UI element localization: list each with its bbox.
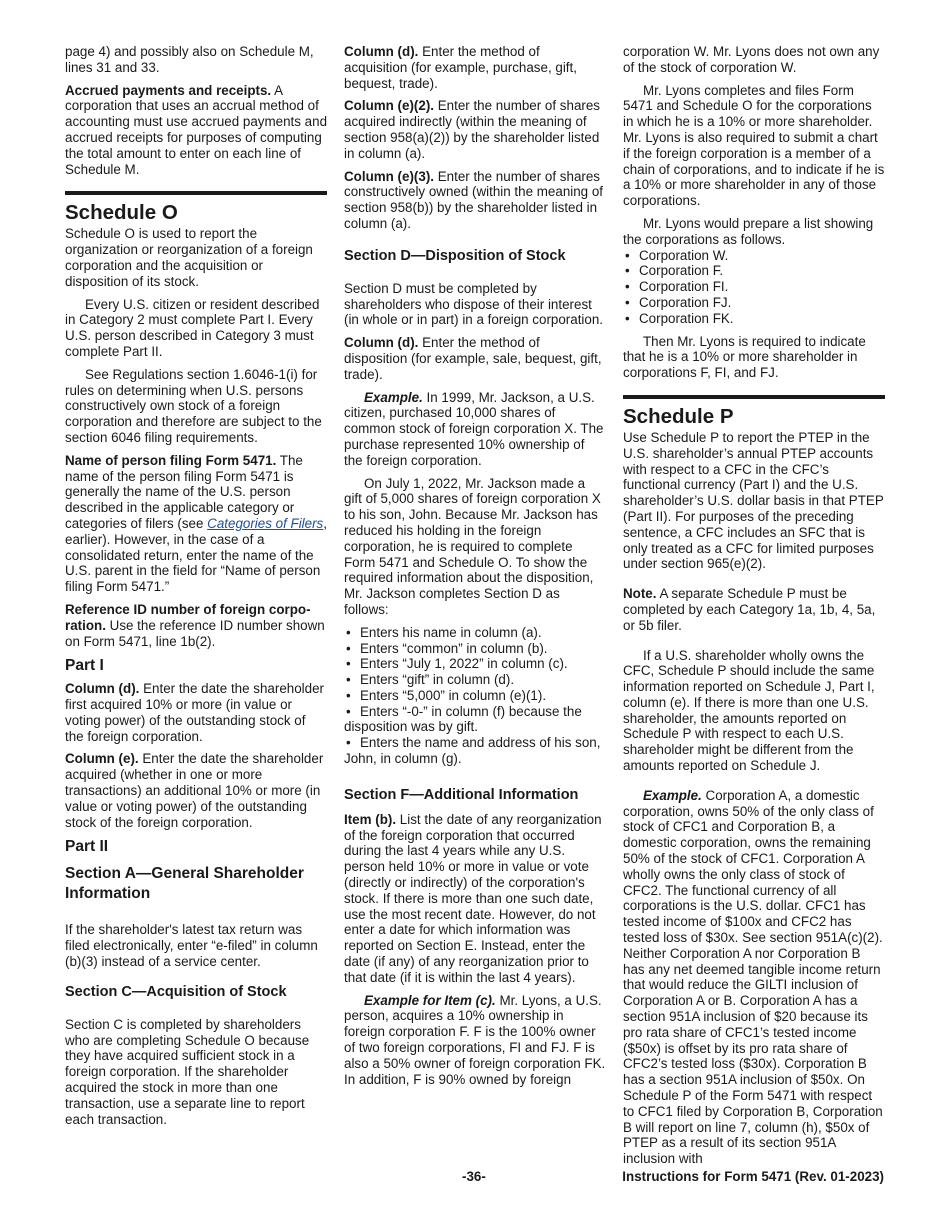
run-in-heading: Column (e)(3). (344, 168, 435, 184)
list-item: • Corporation W. (623, 248, 885, 264)
run-in-heading: Example. (643, 787, 702, 803)
paragraph: Item (b). List the date of any reorganization of the foreign corporation that occurred during the last 4 years while any U.S. person held 10% or more in value or vote (directly or indirectly) of the corporation's stock. If there is more than one such date, use the most recent date. However, do not enter a date for which information was reported on Section E. Instead, enter the date (if any) of any reorganization prior to that date (if it is within the last 4 years). (344, 811, 602, 985)
paragraph-accrued: Accrued payments and receipts. A corporation that uses an accrual method of accounting must use accrued payments and accrued receipts for purposes of computing the total amount to enter on each line of Schedule M. (65, 82, 328, 177)
paragraph: Mr. Lyons would prepare a list showing the corporations as follows. (623, 215, 874, 247)
section-rule (623, 395, 885, 399)
paragraph: Schedule O is used to report the organization or reorganization of a foreign corporation and the acquisition or disposition of its stock. (65, 226, 313, 289)
list-item: • Enters “5,000” in column (e)(1). (346, 687, 547, 703)
run-in-heading: Name of person filing Form 5471. (65, 452, 277, 468)
paragraph: Section C is completed by shareholders who are completing Schedule O because they have acquired sufficient stock in a foreign corporation. If the shareholder acquired the stock in more than one transaction, use a separate line to report each transaction. (65, 1016, 310, 1127)
run-in-heading: Note. (623, 586, 657, 602)
bullet-list (344, 625, 606, 767)
list-item: • Enters “common” in column (b). (346, 640, 548, 656)
page-number: -36- (462, 1169, 486, 1184)
paragraph: Column (d). Enter the method of acquisition (for example, purchase, gift, bequest, trade). (344, 44, 577, 91)
part-ii-heading: Part II (65, 838, 109, 856)
paragraph: If the shareholder's latest tax return was filed electronically, enter “e-filed” in column (b)(3) instead of a service center. (65, 922, 318, 970)
run-in-heading: Column (d). (344, 335, 419, 351)
section-c-heading: Section C—Acquisition of Stock (65, 983, 287, 1000)
list-item: • Corporation F. (623, 263, 885, 279)
list-item: • Corporation FK. (623, 311, 885, 327)
run-in-heading: Accrued payments and receipts. (65, 82, 272, 98)
note-paragraph: Note. A separate Schedule P must be completed by each Category 1a, 1b, 4, 5a, or 5b filer. (623, 586, 876, 633)
run-in-heading: Item (b). (344, 811, 397, 827)
schedule-o-heading: Schedule O (65, 201, 178, 225)
categories-of-filers-link[interactable]: Categories of Filers (207, 515, 324, 531)
paragraph-reference-id: Reference ID number of foreign corpo-ration. Use the reference ID number shown on Form 5471, line 1b(2). (65, 601, 325, 649)
paragraph: Mr. Lyons completes and files Form 5471 and Schedule O for the corporations in which he is a 10% or more shareholder. Mr. Lyons is also required to submit a chart if the foreign corporation is a member of a chain of corporations, and to indicate if he is a 10% or more shareholder in any of those corporations. (623, 82, 885, 209)
run-in-heading: Column (d). (344, 44, 419, 59)
section-a-heading: Section A—General Shareholder Information (65, 865, 304, 903)
paragraph: Every U.S. citizen or resident described in Category 2 must complete Part I. Every U.S. person described in Category 3 must complete Part II. (65, 296, 320, 359)
column-left (65, 44, 327, 1134)
bullet-list (623, 248, 885, 327)
run-in-heading: Column (d). (65, 681, 140, 697)
part-i-heading: Part I (65, 657, 104, 675)
section-f-heading: Section F—Additional Information (344, 786, 579, 803)
list-item: • Enters his name in column (a). (346, 624, 542, 640)
list-item: • Corporation FI. (623, 279, 885, 295)
schedule-p-heading: Schedule P (623, 404, 734, 428)
paragraph: Column (d). Enter the method of disposition (for example, sale, bequest, gift, trade). (344, 335, 602, 382)
paragraph: Column (d). Enter the date the shareholder first acquired 10% or more (in value or voting power) of the outstanding stock of the foreign corporation. (65, 681, 324, 744)
paragraph: See Regulations section 1.6046-1(i) for rules on determining when U.S. persons constructively own stock of a foreign corporation and therefore are subject to the section 6046 filing requirements. (65, 366, 322, 445)
section-d-heading: Section D—Disposition of Stock (344, 247, 566, 264)
run-in-heading: Example for Item (c). (364, 992, 496, 1008)
paragraph: Then Mr. Lyons is required to indicate that he is a 10% or more shareholder in corporations F, FI, and FJ. (623, 333, 866, 381)
section-rule (65, 191, 327, 195)
paragraph: corporation W. Mr. Lyons does not own any of the stock of corporation W. (623, 44, 880, 75)
list-item: • Enters the name and address of his son, John, in column (g). (344, 735, 601, 767)
paragraph: Column (e). Enter the date the shareholder acquired (whether in one or more transactions) an additional 10% or more (in value or voting power) of the outstanding stock of the foreign corporation. (65, 751, 324, 830)
list-item: • Corporation FJ. (623, 295, 885, 311)
paragraph: page 4) and possibly also on Schedule M, lines 31 and 33. (65, 44, 314, 75)
paragraph: On July 1, 2022, Mr. Jackson made a gift of 5,000 shares of foreign corporation X to his son, John. Because Mr. Jackson has reduced his holding in the foreign corporation, he is required to complete Form 5471 and Schedule O. To show the required information about the disposition, Mr. Jackson completes Section D as follows: (344, 475, 601, 617)
paragraph: Use Schedule P to report the PTEP in the U.S. shareholder’s annual PTEP accounts with respect to a CFC in the CFC’s functional currency (Part I) and the U.S. shareholder’s U.S. dollar basis in that PTEP (Part II). For purposes of the preceding sentence, a CFC includes an SFC that is only treated as a CFC for limited purposes under section 965(e)(2). (623, 429, 884, 572)
paragraph: Section D must be completed by shareholders who dispose of their interest (in whole or in part) in a foreign corporation. (344, 280, 604, 328)
list-item: • Enters “gift” in column (d). (346, 672, 515, 688)
document-title: Instructions for Form 5471 (Rev. 01-2023) (622, 1169, 884, 1184)
paragraph: If a U.S. shareholder wholly owns the CFC, Schedule P should include the same information reported on Schedule J, Part I, column (e). If there is more than one U.S. shareholder, the amounts reported on Schedule P with respect to each U.S. shareholder might be different from the amounts reported on Schedule J. (623, 647, 875, 774)
column-right (623, 44, 885, 1174)
example-paragraph: Example. Corporation A, a domestic corporation, owns 50% of the only class of stock of CFC1 and Corporation B, a domestic corporation, owns the remaining 50% of the stock of CFC1. Corporation A wholly owns the only class of stock of CFC2. The functional currency of all corporations is the U.S. dollar. CFC1 has tested income of $100x and CFC2 has tested loss of $30x. See section 951A(c)(2). Neither Corporation A nor Corporation B has any net deemed tangible income return that would reduce the GILTI inclusion of Corporation A or B. Corporation A has a section 951A inclusion of $20 because its pro rata share of CFC1’s tested income ($50x) is offset by its pro rata share of CFC2’s tested loss ($30x). Corporation B has a section 951A inclusion of $50x. On Schedule P of the Form 5471 with respect to CFC1 filed by Corporation B, Corporation B will report on line 7, column (h), $50x of PTEP as a result of its section 951A inclusion with (623, 787, 883, 1167)
paragraph-name-of-person: Name of person filing Form 5471. The name of the person filing Form 5471 is generally the name of the U.S. person described in the applicable category or categories of filers (see Categories of Filers, earlier). However, in the case of a consolidated return, enter the name of the U.S. parent in the field for “Name of person filing Form 5471.” (65, 452, 327, 595)
run-in-heading: Column (e)(2). (344, 98, 435, 114)
run-in-heading: Column (e). (65, 751, 139, 767)
list-item: • Enters “-0-” in column (f) because the disposition was by gift. (344, 703, 582, 735)
paragraph: Column (e)(3). Enter the number of shares constructively owned (within the meaning of section 958(b)) by the shareholder listed in column (a). (344, 168, 604, 231)
paragraph: Column (e)(2). Enter the number of shares acquired indirectly (within the meaning of section 958(a)(2)) by the shareholder listed in column (a). (344, 98, 600, 161)
run-in-heading: Reference ID number of foreign corpo-ration. (65, 601, 311, 633)
list-item: • Enters “July 1, 2022” in column (c). (346, 656, 568, 672)
column-middle (344, 44, 606, 1094)
example-paragraph: Example. In 1999, Mr. Jackson, a U.S. citizen, purchased 10,000 shares of common stock of foreign corporation X. The purchase represented 10% ownership of the foreign corporation. (344, 389, 604, 468)
run-in-heading: Example. (364, 389, 423, 405)
example-paragraph: Example for Item (c). Mr. Lyons, a U.S. person, acquires a 10% ownership in foreign corporation F. F is the 100% owner of two foreign corporations, FI and FJ. F is also a 50% owner of foreign corporation FK. In addition, F is 90% owned by foreign (344, 992, 606, 1087)
